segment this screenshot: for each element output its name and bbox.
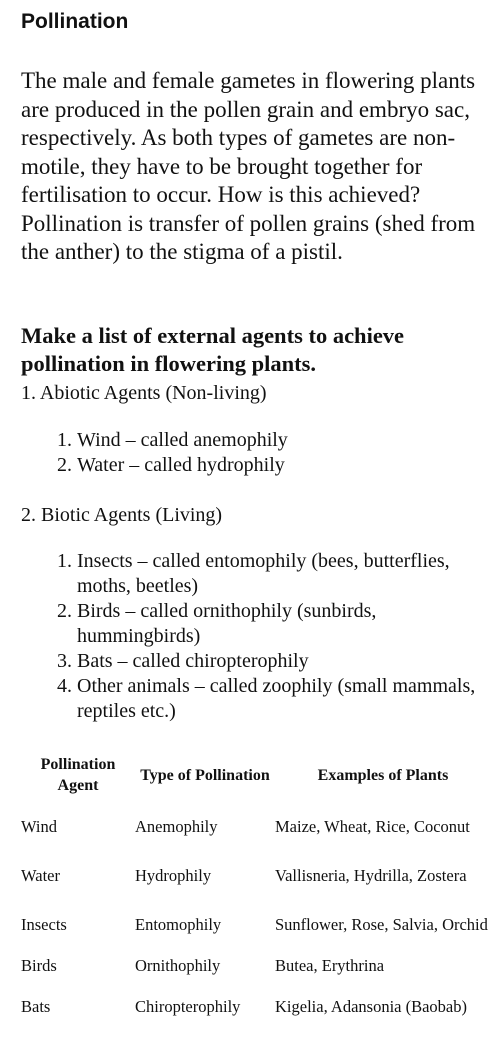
list-item: 4. Other animals – called zoophily (small mammals, reptiles etc.) [77, 674, 491, 724]
cell-agent: Insects [21, 915, 67, 934]
header-agent: Pollination Agent [40, 756, 116, 794]
list-item: 2. Water – called hydrophily [77, 453, 491, 478]
table-header-row [21, 754, 491, 802]
question-heading: Make a list of external agents to achieve pollination in flowering plants. [21, 323, 405, 376]
cell-type: Hydrophily [135, 866, 212, 885]
header-examples: Examples of Plants [317, 766, 449, 784]
intro-paragraph-gametes: The male and female gametes in flowering plants are produced in the pollen grain and embryo sac, respectively. As both types of gametes are non- motile, they have to be brought together for fertilisation to occur. How is this achieved? [21, 68, 476, 207]
list-item: 1. Wind – called anemophily [77, 428, 491, 453]
list-item: 1. Insects – called entomophily (bees, butterflies, moths, beetles) [77, 549, 491, 599]
table-row [21, 900, 491, 949]
intro-section [21, 67, 491, 267]
abiotic-list [21, 428, 491, 478]
cell-agent: Bats [21, 997, 51, 1016]
cell-type: Anemophily [135, 817, 218, 836]
intro-paragraph-definition: Pollination is transfer of pollen grains (shed from the anther) to the stigma of a pistil. [21, 210, 476, 264]
abiotic-heading: 1. Abiotic Agents (Non-living) [21, 382, 267, 404]
cell-examples: Sunflower, Rose, Salvia, Orchid [275, 915, 488, 934]
cell-agent: Wind [21, 817, 57, 836]
table-row [21, 982, 491, 1031]
list-item: 3. Bats – called chiropterophily [77, 649, 491, 674]
cell-type: Entomophily [135, 915, 222, 934]
table-row [21, 802, 491, 851]
cell-examples: Maize, Wheat, Rice, Coconut [275, 817, 470, 836]
table-row [21, 851, 491, 900]
table-row [21, 949, 491, 982]
cell-examples: Kigelia, Adansonia (Baobab) [275, 997, 467, 1016]
cell-type: Chiropterophily [135, 997, 241, 1016]
cell-type: Ornithophily [135, 956, 221, 975]
list-item: 2. Birds – called ornithophily (sunbirds, hummingbirds) [77, 599, 491, 649]
cell-examples: Vallisneria, Hydrilla, Zostera [275, 866, 467, 885]
header-type: Type of Pollination [140, 766, 270, 784]
pollination-table [21, 754, 491, 1031]
cell-agent: Water [21, 866, 60, 885]
cell-agent: Birds [21, 956, 57, 975]
cell-examples: Butea, Erythrina [275, 956, 385, 975]
biotic-heading: 2. Biotic Agents (Living) [21, 504, 223, 526]
page-title: Pollination [21, 10, 129, 33]
biotic-list [21, 549, 491, 724]
